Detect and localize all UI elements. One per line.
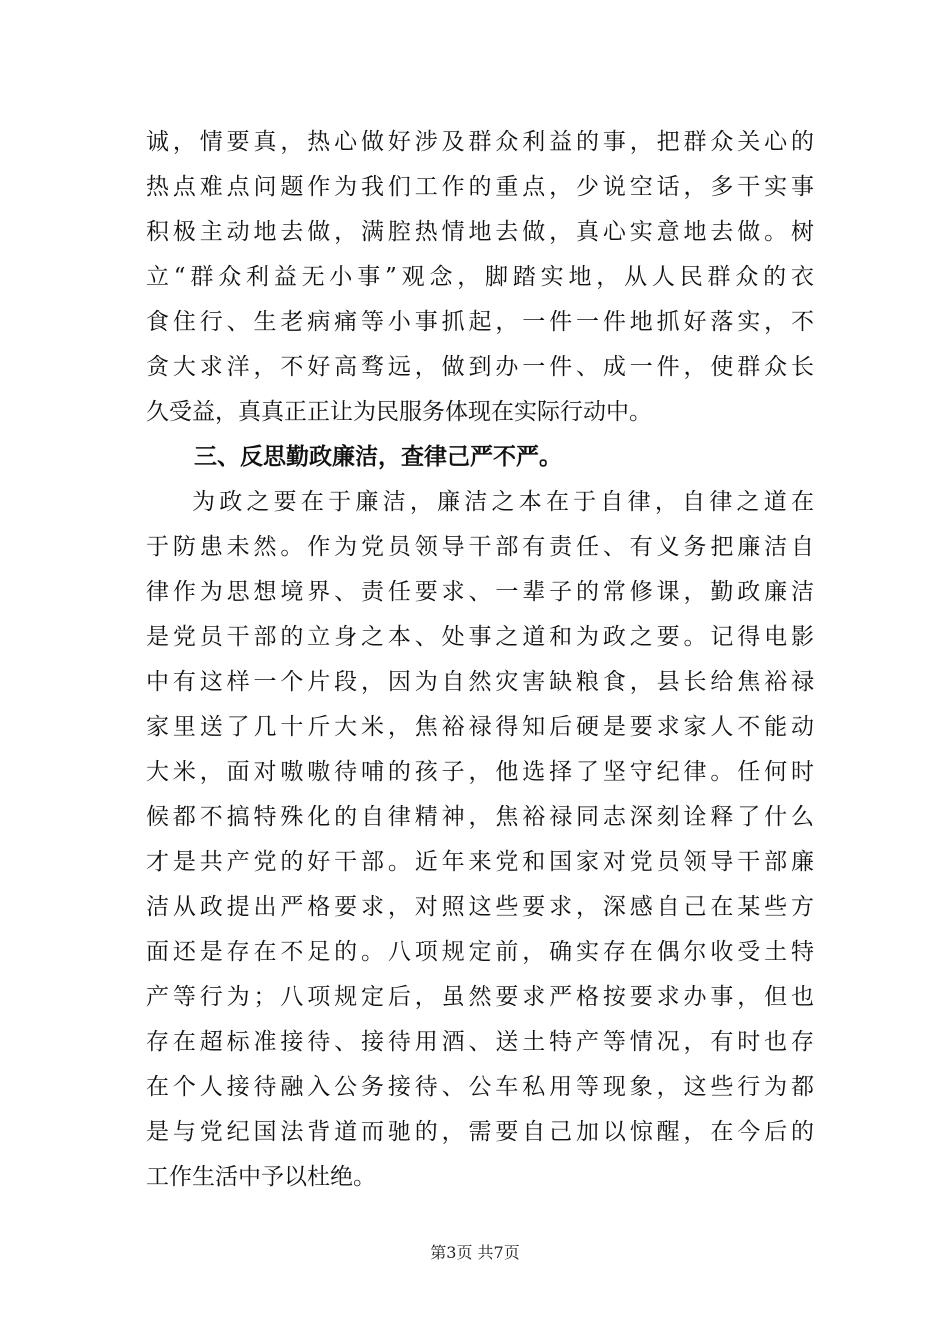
text-line: 才是共产党的好干部。近年来党和国家对党员领导干部廉 <box>146 849 814 875</box>
text-line: 家里送了几十斤大米，焦裕禄得知后硬是要求家人不能动 <box>146 714 814 740</box>
text-line: 是党员干部的立身之本、处事之道和为政之要。记得电影 <box>146 624 814 650</box>
text-line: 在个人接待融入公务接待、公车私用等现象，这些行为都 <box>146 1074 814 1100</box>
text-line: 产等行为；八项规定后，虽然要求严格按要求办事，但也 <box>146 984 814 1010</box>
text-line: 为政之要在于廉洁，廉洁之本在于自律，自律之道在 <box>192 489 814 515</box>
text-line: 大米，面对嗷嗷待哺的孩子，他选择了坚守纪律。任何时 <box>146 759 814 785</box>
section-heading: 三、反思勤政廉洁，查律己严不严。 <box>194 444 562 470</box>
text-line: 诚，情要真，热心做好涉及群众利益的事，把群众关心的 <box>146 129 814 155</box>
text-line: 面还是存在不足的。八项规定前，确实存在偶尔收受土特 <box>146 939 814 965</box>
text-line: 积极主动地去做，满腔热情地去做，真心实意地去做。树 <box>146 219 814 245</box>
text-line: 于防患未然。作为党员领导干部有责任、有义务把廉洁自 <box>146 534 814 560</box>
text-line: 律作为思想境界、责任要求、一辈子的常修课，勤政廉洁 <box>146 579 814 605</box>
text-line: 热点难点问题作为我们工作的重点，少说空话，多干实事 <box>146 174 814 200</box>
text-line: 存在超标准接待、接待用酒、送土特产等情况，有时也存 <box>146 1029 814 1055</box>
document-body <box>146 120 814 1200</box>
text-line: 食住行、生老病痛等小事抓起，一件一件地抓好落实，不 <box>146 309 814 335</box>
text-line: 久受益，真真正正让为民服务体现在实际行动中。 <box>146 399 652 425</box>
text-line: 立“群众利益无小事”观念，脚踏实地，从人民群众的衣 <box>146 264 814 290</box>
text-line: 贪大求洋，不好高骛远，做到办一件、成一件，使群众长 <box>146 354 814 380</box>
page-footer: 第3页 共7页 <box>430 1243 520 1262</box>
text-line: 是与党纪国法背道而驰的，需要自己加以惊醒，在今后的 <box>146 1119 814 1145</box>
text-line: 工作生活中予以杜绝。 <box>146 1164 376 1190</box>
text-line: 中有这样一个片段，因为自然灾害缺粮食，县长给焦裕禄 <box>146 669 814 695</box>
text-line: 洁从政提出严格要求，对照这些要求，深感自己在某些方 <box>146 894 814 920</box>
text-line: 候都不搞特殊化的自律精神，焦裕禄同志深刻诠释了什么 <box>146 804 814 830</box>
